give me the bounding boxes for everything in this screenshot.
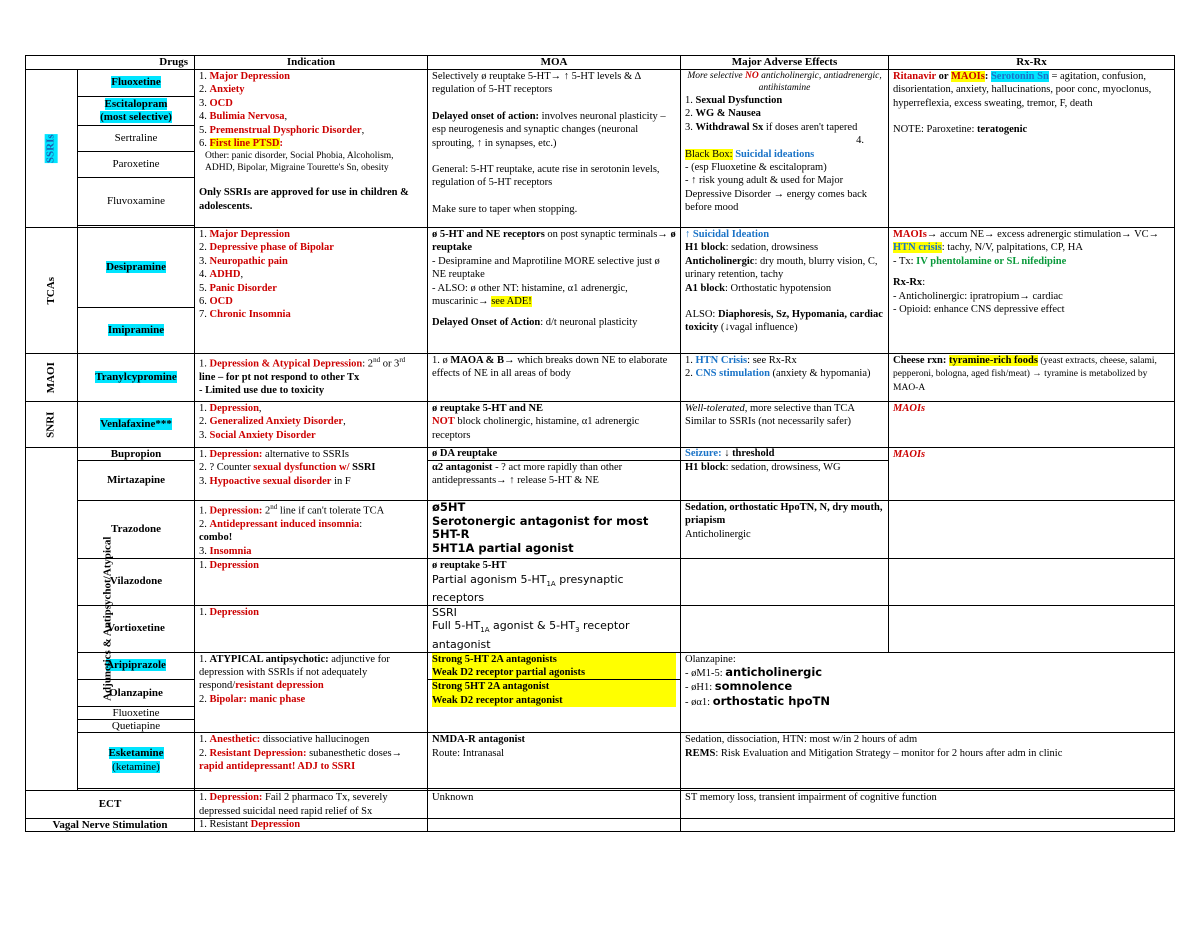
table-row — [26, 70, 1175, 97]
mirtazapine-moa: α2 antagonist - ? act more rapidly than other antidepressants→ ↑ release 5-HT & NE — [428, 461, 681, 501]
table-row — [26, 652, 1175, 680]
header-rxrx: Rx-Rx — [889, 56, 1175, 70]
drug-fluoxetine-adj: Fluoxetine — [78, 707, 195, 720]
bupropion-ade: Seizure: ↓ threshold — [681, 448, 889, 461]
table-row — [26, 791, 1175, 819]
vortioxetine-indication: 1. Depression — [195, 605, 428, 652]
header-drugs: Drugs — [26, 56, 195, 70]
vilazodone-rxrx — [889, 559, 1175, 605]
ssri-moa: Selectively ø reuptake 5-HT→ ↑ 5-HT levels & ∆ regulation of 5-HT receptors Delayed onset of action: involves neuronal plasticity – esp neurogenesis and synaptic changes (neuronal sprouting, ↑ in synapses, etc.) General: 5-HT reuptake, acute rise in serotonin levels, regulation of 5-HT receptors Make sure to taper when stopping. — [428, 70, 681, 228]
class-label-adjunct: Adjunctics & Antipsychot/Atypical — [26, 448, 78, 791]
vortioxetine-moa: SSRI Full $5-HT_{1A}$ agonist & $5-HT_3$ receptor antagonist — [428, 605, 681, 652]
header-ade: Major Adverse Effects — [681, 56, 889, 70]
header-indication: Indication — [195, 56, 428, 70]
tca-moa: ø 5-HT and NE receptors on post synaptic terminals→ ø reuptake - Desipramine and Maprotiline MORE selective just ø NE reuptake - ALSO: ø other NT: histamine, α1 adrenergic, muscarinic→ see ADE! Delayed Onset of Action: d/t neuronal plasticity — [428, 228, 681, 354]
drug-escitalopram: Escitalopram (most selective) — [78, 97, 195, 126]
ssri-ade: More selective NO anticholinergic, antiadrenergic, antihistamine 1. Sexual Dysfunction 2. WG & Nausea 3. Withdrawal Sx if doses aren't tapered 4. Black Box: Suicidal ideations - (esp Fluoxetine & escitalopram) - ↑ risk young adult & used for Major Depressive Disorder → energy comes back before mood — [681, 70, 889, 228]
tca-indication: 1. Major Depression 2. Depressive phase of Bipolar 3. Neuropathic pain 4. ADHD, 5. Panic Disorder 6. OCD 7. Chronic Insomnia — [195, 228, 428, 354]
table-row — [26, 228, 1175, 308]
ssri-indication: 1. Major Depression 2. Anxiety 3. OCD 4. Bulimia Nervosa, 5. Premenstrual Dysphoric Disorder, 6. First line PTSD: Other: panic disorder, Social Phobia, Alcoholism, ADHD, Bipolar, Migraine Tourette's Sn, obesity Only SSRIs are approved for use in children & adolescents. — [195, 70, 428, 228]
ect-indication: 1. Depression: Fail 2 pharmaco Tx, severely depressed suicidal need rapid relief of Sx — [195, 791, 428, 819]
drug-sertraline: Sertraline — [78, 126, 195, 152]
drug-fluoxetine: Fluoxetine — [78, 70, 195, 97]
table-row — [26, 819, 1175, 832]
snri-moa: ø reuptake 5-HT and NE NOT block cholinergic, histamine, α1 adrenergic receptors — [428, 402, 681, 448]
drug-imipramine: Imipramine — [78, 308, 195, 354]
aripiprazole-moa: Strong 5-HT 2A antagonists Weak D2 receptor partial agonists — [428, 652, 681, 680]
ssri-rxrx: Ritanavir or MAOIs: Serotonin Sn = agitation, confusion, disorientation, anxiety, hallucinations, poor conc, myoclonus, hyperreflexia, excess sweating, tremor, F, death NOTE: Paroxetine: teratogenic — [889, 70, 1175, 228]
drug-quetiapine: Quetiapine — [78, 720, 195, 733]
snri-indication: 1. Depression, 2. Generalized Anxiety Disorder, 3. Social Anxiety Disorder — [195, 402, 428, 448]
drug-desipramine: Desipramine — [78, 228, 195, 308]
maoi-rxrx: Cheese rxn: tyramine-rich foods (yeast extracts, cheese, salami, pepperoni, bologna, aged fish/meat) → tyramine is metabolized by MAO-A — [889, 354, 1175, 402]
olanzapine-moa: Strong 5HT 2A antagonist Weak D2 receptor antagonist — [428, 680, 681, 733]
snri-rxrx: MAOIs — [889, 402, 1175, 448]
header-row — [26, 56, 1175, 70]
drug-tranylcypromine: Tranylcypromine — [78, 354, 195, 402]
drug-trazodone: Trazodone — [78, 501, 195, 559]
vilazodone-ade — [681, 559, 889, 605]
trazodone-ade: Sedation, orthostatic HpoTN, N, dry mouth, priapism Anticholinergic — [681, 501, 889, 559]
esketamine-ade: Sedation, dissociation, HTN: most w/in 2 hours of adm REMS: Risk Evaluation and Mitigation Strategy – monitor for 2 hours after adm in clinic — [681, 733, 1175, 789]
table-row — [26, 448, 1175, 461]
vilazodone-indication: 1. Depression — [195, 559, 428, 605]
drug-mirtazapine: Mirtazapine — [78, 461, 195, 501]
drug-vortioxetine: Vortioxetine — [78, 605, 195, 652]
trazodone-indication: 1. Depression: 2nd line if can't tolerate TCA 2. Antidepressant induced insomnia: combo! 3. Insomnia — [195, 501, 428, 559]
table-row — [26, 559, 1175, 605]
drug-olanzapine: Olanzapine — [78, 680, 195, 707]
antipsych-ade: Olanzapine: - øM1-5: anticholinergic - øH1: somnolence - øα1: orthostatic hpoTN — [681, 652, 1175, 733]
antidepressant-table — [25, 55, 1175, 832]
ect-ade: ST memory loss, transient impairment of cognitive function — [681, 791, 1175, 819]
bupropion-rxrx: MAOIs — [889, 448, 1175, 501]
snri-ade: Well-tolerated, more selective than TCA Similar to SSRIs (not necessarily safer) — [681, 402, 889, 448]
tca-rxrx: MAOIs→ accum NE→ excess adrenergic stimulation→ VC→ HTN crisis: tachy, N/V, palpitations, CP, HA - Tx: IV phentolamine or SL nifedipine Rx-Rx: - Anticholinergic: ipratropium→ cardiac - Opioid: enhance CNS depressive effect — [889, 228, 1175, 354]
vortioxetine-ade — [681, 605, 889, 652]
drug-bupropion: Bupropion — [78, 448, 195, 461]
vilazodone-moa: ø reuptake 5-HT Partial agonism $5-HT_{1A}$ presynaptic receptors — [428, 559, 681, 605]
maoi-indication: 1. Depression & Atypical Depression: 2nd or 3rd line – for pt not respond to other Tx - Limited use due to toxicity — [195, 354, 428, 402]
drug-table-page — [25, 55, 1175, 832]
header-moa: MOA — [428, 56, 681, 70]
trazodone-rxrx — [889, 501, 1175, 559]
tca-ade: ↑ Suicidal Ideation H1 block: sedation, drowsiness Anticholinergic: dry mouth, blurry vision, C, urinary retention, tachy A1 block: Orthostatic hypotension ALSO: Diaphoresis, Sz, Hypomania, cardiac toxicity (↓vagal influence) — [681, 228, 889, 354]
class-label-tca: TCAs — [26, 228, 78, 354]
drug-paroxetine: Paroxetine — [78, 152, 195, 178]
table-row — [26, 733, 1175, 789]
maoi-ade: 1. HTN Crisis: see Rx-Rx 2. CNS stimulation (anxiety & hypomania) — [681, 354, 889, 402]
esketamine-moa: NMDA-R antagonist Route: Intranasal — [428, 733, 681, 789]
vns-ade — [681, 819, 1175, 832]
vortioxetine-rxrx — [889, 605, 1175, 652]
vns-moa — [428, 819, 681, 832]
maoi-moa: 1. ø MAOA & B→ which breaks down NE to elaborate effects of NE in all areas of body — [428, 354, 681, 402]
antipsych-indication: 1. ATYPICAL antipsychotic: adjunctive for depression with SSRIs if not adequately respond/resistant depression 2. Bipolar: manic phase — [195, 652, 428, 733]
bupropion-indication: 1. Depression: alternative to SSRIs 2. ? Counter sexual dysfunction w/ SSRI 3. Hypoactive sexual disorder in F — [195, 448, 428, 501]
vns-label: Vagal Nerve Stimulation — [26, 819, 195, 832]
table-row — [26, 605, 1175, 652]
class-label-maoi: MAOI — [26, 354, 78, 402]
class-label-snri: SNRI — [26, 402, 78, 448]
drug-fluvoxamine: Fluvoxamine — [78, 178, 195, 226]
bupropion-moa: ø DA reuptake — [428, 448, 681, 461]
vns-indication: 1. Resistant Depression — [195, 819, 428, 832]
drug-esketamine: Esketamine (ketamine) — [78, 733, 195, 789]
drug-aripiprazole: Aripiprazole — [78, 652, 195, 680]
table-row — [26, 354, 1175, 402]
table-row — [26, 501, 1175, 559]
drug-venlafaxine: Venlafaxine*** — [78, 402, 195, 448]
drug-vilazodone: Vilazodone — [78, 559, 195, 605]
table-row — [26, 402, 1175, 448]
mirtazapine-ade: H1 block: sedation, drowsiness, WG — [681, 461, 889, 501]
class-label-ssri: SSRIs — [26, 70, 78, 228]
trazodone-moa: ø5HT Serotonergic antagonist for most 5HT-R 5HT1A partial agonist — [428, 501, 681, 559]
esketamine-indication: 1. Anesthetic: dissociative hallucinogen 2. Resistant Depression: subanesthetic doses→ rapid antidepressant! ADJ to SSRI — [195, 733, 428, 789]
ect-moa: Unknown — [428, 791, 681, 819]
ect-label: ECT — [26, 791, 195, 819]
